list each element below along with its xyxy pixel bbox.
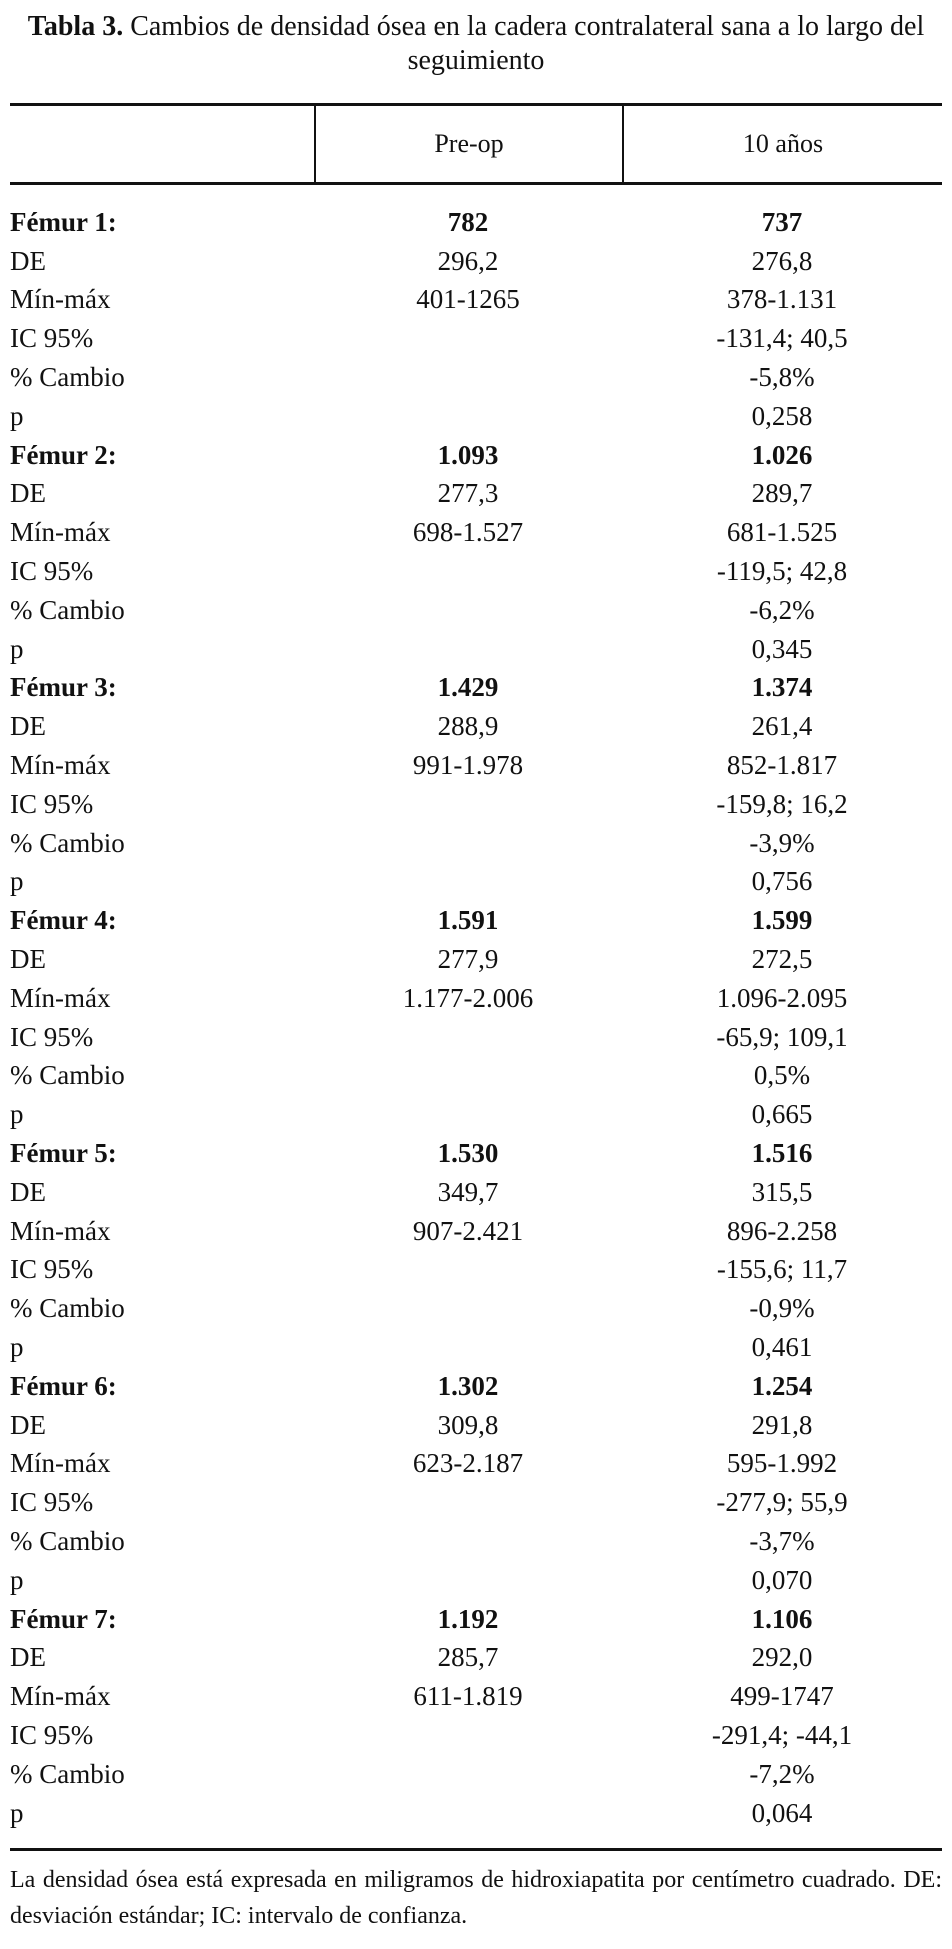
table-row [10,513,942,552]
table-body [10,203,942,1832]
row-label: % Cambio [10,1060,125,1091]
caption-text: Cambios de densidad ósea en la cadera contralateral sana a lo largo del seguimiento [130,11,925,76]
pre-op-value: 907-2.421 [412,1215,524,1246]
femur-group-row [10,436,942,475]
ten-year-value: -159,8; 16,2 [716,788,848,819]
ten-year-value: 292,0 [751,1642,813,1673]
ten-year-value: 0,756 [751,866,813,897]
row-label: % Cambio [10,1525,125,1556]
pre-op-value: 991-1.978 [412,750,524,781]
row-label: IC 95% [10,1719,94,1750]
ten-year-value: -155,6; 11,7 [716,1254,848,1285]
ten-year-mean: 1.374 [751,672,813,703]
femur-label: Fémur 5: [10,1138,117,1169]
ten-year-value: -7,2% [749,1758,815,1789]
ten-year-mean: 737 [761,206,803,237]
ten-year-value: 378-1.131 [726,284,838,315]
ten-year-value: 681-1.525 [726,517,838,548]
bottom-rule [10,1848,942,1851]
pre-op-mean: 1.530 [437,1138,499,1169]
row-label: p [10,1564,24,1595]
ten-year-value: 315,5 [751,1176,813,1207]
ten-year-value: 289,7 [751,478,813,509]
ten-year-value: -131,4; 40,5 [716,323,848,354]
table-row [10,1289,942,1328]
row-label: p [10,400,24,431]
pre-op-value: 349,7 [437,1176,499,1207]
table-row [10,1445,942,1484]
ten-year-value: 0,345 [751,633,813,664]
table-row [10,1251,942,1290]
table-row [10,1794,942,1833]
femur-label: Fémur 6: [10,1370,117,1401]
pre-op-value: 623-2.187 [412,1448,524,1479]
row-label: DE [10,245,46,276]
table-row [10,591,942,630]
row-label: IC 95% [10,1487,94,1518]
table-row [10,281,942,320]
ten-year-value: 0,5% [753,1060,811,1091]
row-label: DE [10,711,46,742]
table-row [10,1561,942,1600]
ten-year-mean: 1.254 [751,1370,813,1401]
row-label: IC 95% [10,1254,94,1285]
ten-year-mean: 1.106 [751,1603,813,1634]
pre-op-value: 309,8 [437,1409,499,1440]
ten-year-value: -5,8% [749,362,815,393]
pre-op-value: 698-1.527 [412,517,524,548]
femur-group-row [10,1367,942,1406]
pre-op-mean: 782 [447,206,489,237]
ten-year-value: 291,8 [751,1409,813,1440]
table-row [10,1677,942,1716]
row-label: Mín-máx [10,750,111,781]
pre-op-value: 285,7 [437,1642,499,1673]
row-label: IC 95% [10,788,94,819]
table-row [10,1212,942,1251]
header-10-years: 10 años [622,106,942,182]
table-row [10,1173,942,1212]
table-header [10,106,942,182]
row-label: p [10,1332,24,1362]
ten-year-value: -3,7% [749,1525,815,1556]
row-label: IC 95% [10,556,94,587]
table-row [10,940,942,979]
row-label: % Cambio [10,362,125,393]
table-row [10,1095,942,1134]
table-row [10,1018,942,1057]
table-row [10,1057,942,1096]
table-row [10,319,942,358]
ten-year-value: -291,4; -44,1 [711,1719,853,1750]
femur-label: Fémur 2: [10,439,117,470]
row-label: Mín-máx [10,982,111,1013]
pre-op-value: 296,2 [437,245,499,276]
femur-group-row [10,901,942,940]
ten-year-value: 595-1.992 [726,1448,838,1479]
table-row [10,785,942,824]
pre-op-value: 277,9 [437,944,499,975]
table-row [10,863,942,902]
row-label: Mín-máx [10,284,111,315]
ten-year-mean: 1.516 [751,1138,813,1169]
row-label: p [10,866,24,897]
femur-label: Fémur 7: [10,1603,117,1634]
row-label: DE [10,478,46,509]
pre-op-mean: 1.302 [437,1370,499,1401]
row-label: % Cambio [10,594,125,625]
femur-label: Fémur 4: [10,905,117,936]
table-row [10,475,942,514]
row-label: % Cambio [10,1758,125,1789]
row-label: DE [10,1642,46,1673]
table-row [10,824,942,863]
table-row [10,1755,942,1794]
header-blank [10,106,314,182]
ten-year-value: -119,5; 42,8 [716,556,848,587]
row-label: IC 95% [10,1021,94,1052]
pre-op-value: 611-1.819 [413,1681,523,1712]
table-row [10,1522,942,1561]
pre-op-mean: 1.429 [437,672,499,703]
ten-year-value: 0,665 [751,1099,813,1130]
femur-group-row [10,1134,942,1173]
table-row [10,397,942,436]
ten-year-value: 0,461 [751,1332,813,1362]
row-label: Mín-máx [10,1681,111,1712]
femur-label: Fémur 3: [10,672,117,703]
row-label: p [10,1797,24,1828]
row-label: Mín-máx [10,1215,111,1246]
caption-label: Tabla 3. [27,11,124,42]
header-pre-op: Pre-op [314,106,622,182]
table-row [10,1638,942,1677]
femur-group-row [10,1600,942,1639]
ten-year-value: 852-1.817 [726,750,838,781]
ten-year-value: 272,5 [751,944,813,975]
ten-year-value: 1.096-2.095 [716,982,848,1013]
row-label: DE [10,1176,46,1207]
table-row [10,242,942,281]
pre-op-value: 288,9 [437,711,499,742]
row-label: Mín-máx [10,1448,111,1479]
header-rule [10,182,942,185]
pre-op-value: 1.177-2.006 [402,982,534,1013]
table-row [10,1716,942,1755]
femur-label: Fémur 1: [10,206,117,237]
row-label: IC 95% [10,323,94,354]
table-row [10,552,942,591]
table-footnote: La densidad ósea está expresada en miligramos de hidroxiapatita por centímetro cuadrado. DE: desviación estándar; IC: intervalo de confianza. [10,1867,942,1929]
ten-year-value: -277,9; 55,9 [716,1487,848,1518]
table-row [10,1328,942,1367]
ten-year-value: 896-2.258 [726,1215,838,1246]
table-caption [10,0,942,78]
table-row [10,707,942,746]
ten-year-mean: 1.026 [751,439,813,470]
ten-year-value: -3,9% [749,827,815,858]
ten-year-value: 0,258 [751,400,813,431]
pre-op-mean: 1.093 [437,439,499,470]
ten-year-value: 0,064 [751,1797,813,1828]
ten-year-value: 0,070 [751,1564,813,1595]
pre-op-mean: 1.591 [437,905,499,936]
row-label: % Cambio [10,1293,125,1324]
ten-year-mean: 1.599 [751,905,813,936]
table-row [10,1483,942,1522]
table-row [10,358,942,397]
femur-group-row [10,669,942,708]
pre-op-value: 277,3 [437,478,499,509]
femur-group-row [10,203,942,242]
row-label: % Cambio [10,827,125,858]
table-row [10,630,942,669]
table-row [10,1406,942,1445]
row-label: p [10,1099,24,1130]
pre-op-value: 401-1265 [416,284,520,315]
ten-year-value: -6,2% [749,594,815,625]
ten-year-value: 261,4 [751,711,813,742]
ten-year-value: -65,9; 109,1 [716,1021,848,1052]
row-label: DE [10,944,46,975]
row-label: DE [10,1409,46,1440]
ten-year-value: 499-1747 [730,1681,834,1712]
table-row [10,979,942,1018]
row-label: Mín-máx [10,517,111,548]
pre-op-mean: 1.192 [437,1603,499,1634]
ten-year-value: 276,8 [751,245,813,276]
table-row [10,746,942,785]
ten-year-value: -0,9% [749,1293,815,1324]
row-label: p [10,633,24,664]
